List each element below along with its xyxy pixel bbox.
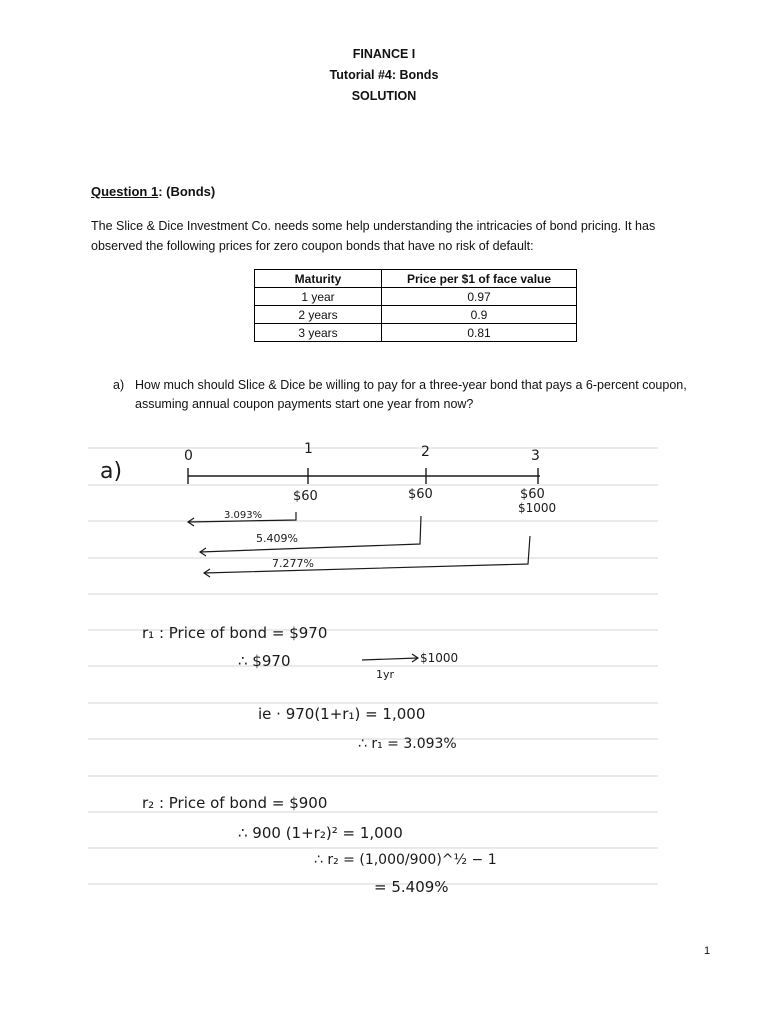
price-table bbox=[254, 269, 577, 342]
question-heading bbox=[91, 184, 215, 199]
hw-r2-result: = 5.409% bbox=[374, 878, 449, 896]
hw-cashflow-3-face: $1000 bbox=[518, 501, 557, 515]
hw-r2-equation: ∴ 900 (1+r₂)² = 1,000 bbox=[238, 824, 403, 842]
table-header-maturity: Maturity bbox=[255, 270, 382, 288]
hw-rate-3: 7.277% bbox=[272, 557, 314, 570]
hw-time-3: 3 bbox=[531, 448, 540, 464]
question-topic: : (Bonds) bbox=[158, 184, 216, 199]
tutorial-title: Tutorial #4: Bonds bbox=[329, 68, 439, 82]
question-label: Question 1 bbox=[91, 184, 159, 199]
hw-r1-fv: $1000 bbox=[420, 651, 459, 665]
hw-cashflow-1: $60 bbox=[293, 489, 318, 504]
hw-r2-price: r₂ : Price of bond = $900 bbox=[142, 794, 328, 812]
solution-title: SOLUTION bbox=[351, 89, 417, 103]
hw-r1-pv: ∴ $970 bbox=[238, 652, 291, 670]
hw-cashflow-3: $60 bbox=[520, 487, 545, 502]
hw-r1-result: ∴ r₁ = 3.093% bbox=[358, 736, 457, 752]
course-title: FINANCE I bbox=[352, 47, 416, 61]
table-cell: 0.97 bbox=[382, 288, 577, 306]
table-cell: 1 year bbox=[255, 288, 382, 306]
part-a-question bbox=[113, 376, 703, 414]
question-intro: The Slice & Dice Investment Co. needs some help understanding the intricacies of bond pricing. It has observed the following prices for zero coupon bonds that have no risk of default: bbox=[91, 219, 656, 253]
hw-rate-2: 5.409% bbox=[256, 532, 298, 545]
hw-r1-equation: ie · 970(1+r₁) = 1,000 bbox=[258, 705, 426, 723]
hw-r1-arrow bbox=[362, 654, 418, 662]
ruled-lines bbox=[88, 448, 658, 884]
table-header-row bbox=[255, 270, 577, 288]
table-cell: 2 years bbox=[255, 306, 382, 324]
part-a-label: a) bbox=[113, 378, 125, 392]
hw-time-0: 0 bbox=[184, 448, 193, 464]
part-a-text: How much should Slice & Dice be willing to pay for a three-year bond that pays a 6-percent coupon, assuming annual coupon payments start one year from now? bbox=[135, 378, 687, 411]
hw-rate-1: 3.093% bbox=[224, 510, 263, 521]
hw-time-2: 2 bbox=[421, 444, 430, 460]
hw-r1-term: 1yr bbox=[376, 668, 395, 681]
hw-r1-price: r₁ : Price of bond = $970 bbox=[142, 624, 328, 642]
timeline bbox=[188, 468, 540, 484]
table-cell: 0.81 bbox=[382, 324, 577, 342]
table-row bbox=[255, 288, 577, 306]
document-header bbox=[0, 44, 768, 107]
hw-r2-solve: ∴ r₂ = (1,000/900)^½ − 1 bbox=[314, 852, 497, 868]
table-row bbox=[255, 324, 577, 342]
hw-cashflow-2: $60 bbox=[408, 487, 433, 502]
discount-arrows bbox=[188, 512, 530, 577]
table-row bbox=[255, 306, 577, 324]
handwritten-solution bbox=[88, 436, 658, 906]
hw-part-label: a) bbox=[100, 459, 123, 484]
table-cell: 0.9 bbox=[382, 306, 577, 324]
page-number: 1 bbox=[704, 945, 711, 957]
hw-time-1: 1 bbox=[304, 441, 313, 457]
table-header-price: Price per $1 of face value bbox=[382, 270, 577, 288]
table-cell: 3 years bbox=[255, 324, 382, 342]
